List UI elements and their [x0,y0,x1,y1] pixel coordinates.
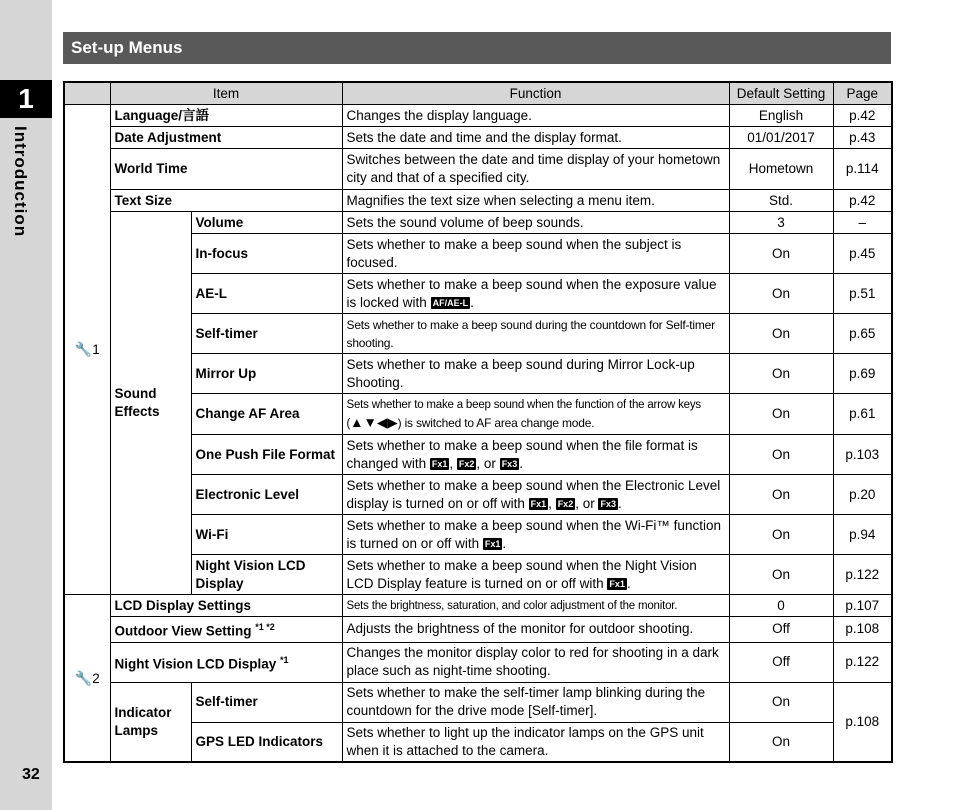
default-cell: On [729,394,833,435]
fx1-button-icon: Fx1 [484,538,501,549]
page-cell: p.20 [833,475,892,515]
item-language: Language/言語 [110,105,342,127]
group-2-label: 🔧2 [64,595,110,763]
function-cell: Sets the sound volume of beep sounds. [342,212,729,234]
function-cell: Changes the display language. [342,105,729,127]
item-date-adjustment: Date Adjustment [110,127,342,149]
header-function: Function [342,82,729,105]
function-cell: Switches between the date and time display of your hometown city and that of a specified city. [342,149,729,190]
function-cell: Changes the monitor display color to red for shooting in a dark place such as night-time shooting. [342,642,729,682]
page-cell: p.42 [833,105,892,127]
item-electronic-level: Electronic Level [191,475,342,515]
table-row [64,105,892,127]
indicator-lamps-label: Indicator Lamps [110,682,191,762]
sound-effects-label: Sound Effects [110,212,191,595]
wrench-icon: 🔧 [74,341,93,357]
table-row [64,682,892,722]
function-cell: Sets the brightness, saturation, and color adjustment of the monitor. [342,595,729,617]
page-cell: p.103 [833,435,892,475]
chapter-sidebar [0,0,52,810]
default-cell: 0 [729,595,833,617]
fx2-button-icon: Fx2 [557,498,574,509]
af-ae-l-button-icon: AF/AE-L [432,297,469,308]
item-ae-l: AE-L [191,274,342,314]
page-number: 32 [22,766,40,783]
default-cell: On [729,314,833,354]
fx3-button-icon: Fx3 [600,498,616,509]
page-cell: p.122 [833,555,892,595]
table-row [64,190,892,212]
function-cell: Sets whether to make a beep sound during Mirror Lock-up Shooting. [342,354,729,394]
default-cell: On [729,234,833,274]
group-1-label: 🔧1 [64,105,110,595]
table-row [64,595,892,617]
header-blank [64,82,110,105]
footnote-ref: *1 [280,654,289,665]
default-cell: On [729,682,833,722]
page-cell: p.43 [833,127,892,149]
fx1-button-icon: Fx1 [431,458,448,469]
default-cell: On [729,274,833,314]
section-title: Set-up Menus [63,32,891,64]
item-night-vision-lcd-display-2: Night Vision LCD Display $^{*1}$ [110,642,342,682]
table-row [64,642,892,682]
function-cell: Adjusts the brightness of the monitor for outdoor shooting. [342,617,729,643]
header-item: Item [110,82,342,105]
item-outdoor-view-setting: Outdoor View Setting $^{*1 *2}$ [110,617,342,643]
function-cell: Sets the date and time and the display format. [342,127,729,149]
fx1-button-icon: Fx1 [530,498,547,509]
item-world-time: World Time [110,149,342,190]
table-row [64,617,892,643]
wrench-icon: 🔧 [74,669,93,686]
default-cell: On [729,515,833,555]
table-row [64,212,892,234]
function-cell: Sets whether to make a beep sound when the file format is changed with Fx1 , Fx2 , or Fx3 . [342,435,729,475]
item-wi-fi: Wi-Fi [191,515,342,555]
function-cell: Sets whether to make a beep sound when the Electronic Level display is turned on or off with Fx1 , Fx2 , or Fx3 . [342,475,729,515]
chapter-number: 1 [0,80,52,118]
page-cell: p.108 [833,617,892,643]
page-cell: – [833,212,892,234]
function-cell: Magnifies the text size when selecting a menu item. [342,190,729,212]
default-cell: 3 [729,212,833,234]
arrow-keys-icon: ▲▼◀▶ [350,415,398,430]
default-cell: On [729,722,833,762]
chapter-title: Introduction [11,126,30,238]
fx3-button-icon: Fx3 [501,458,518,469]
item-volume: Volume [191,212,342,234]
page-cell: p.51 [833,274,892,314]
function-cell: Sets whether to make a beep sound when the function of the arrow keys (▲▼◀▶) is switched to AF area change mode. [342,394,729,435]
item-text-size: Text Size [110,190,342,212]
function-cell: Sets whether to make a beep sound when the exposure value is locked with AF/AE-L . [342,274,729,314]
function-cell: Sets whether to make a beep sound when the Wi-Fi™ function is turned on or off with Fx1 . [342,515,729,555]
item-gps-led-indicators: GPS LED Indicators [191,722,342,762]
item-in-focus: In-focus [191,234,342,274]
function-cell: Sets whether to make the self-timer lamp blinking during the countdown for the drive mode [Self-timer]. [342,682,729,722]
fx1-button-icon: Fx1 [609,578,625,589]
page-cell: p.114 [833,149,892,190]
table-row [64,149,892,190]
default-cell: English [729,105,833,127]
page-cell: p.42 [833,190,892,212]
default-cell: Std. [729,190,833,212]
fx2-button-icon: Fx2 [458,458,475,469]
page-cell: p.122 [833,642,892,682]
default-cell: Off [729,617,833,643]
function-cell: Sets whether to make a beep sound when the subject is focused. [342,234,729,274]
item-self-timer: Self-timer [191,314,342,354]
item-night-vision-lcd-display: Night Vision LCD Display [191,555,342,595]
function-cell: Sets whether to make a beep sound during the countdown for Self-timer shooting. [342,314,729,354]
function-cell: Sets whether to make a beep sound when the Night Vision LCD Display feature is turned on or off with Fx1 . [342,555,729,595]
page-cell: p.69 [833,354,892,394]
page-cell: p.61 [833,394,892,435]
default-cell: On [729,475,833,515]
item-self-timer-lamp: Self-timer [191,682,342,722]
default-cell: On [729,354,833,394]
default-cell: 01/01/2017 [729,127,833,149]
page-cell: p.108 [833,682,892,762]
page-cell: p.45 [833,234,892,274]
item-mirror-up: Mirror Up [191,354,342,394]
header-default: Default Setting [729,82,833,105]
item-one-push-file-format: One Push File Format [191,435,342,475]
table-header-row [64,82,892,105]
item-change-af-area: Change AF Area [191,394,342,435]
page-cell: p.94 [833,515,892,555]
footnote-ref: *1 *2 [255,622,275,632]
default-cell: On [729,555,833,595]
page-cell: p.65 [833,314,892,354]
header-page: Page [833,82,892,105]
item-lcd-display-settings: LCD Display Settings [110,595,342,617]
default-cell: Off [729,642,833,682]
page-cell: p.107 [833,595,892,617]
setup-menu-table [63,81,893,763]
table-row [64,127,892,149]
function-cell: Sets whether to light up the indicator lamps on the GPS unit when it is attached to the camera. [342,722,729,762]
default-cell: Hometown [729,149,833,190]
default-cell: On [729,435,833,475]
